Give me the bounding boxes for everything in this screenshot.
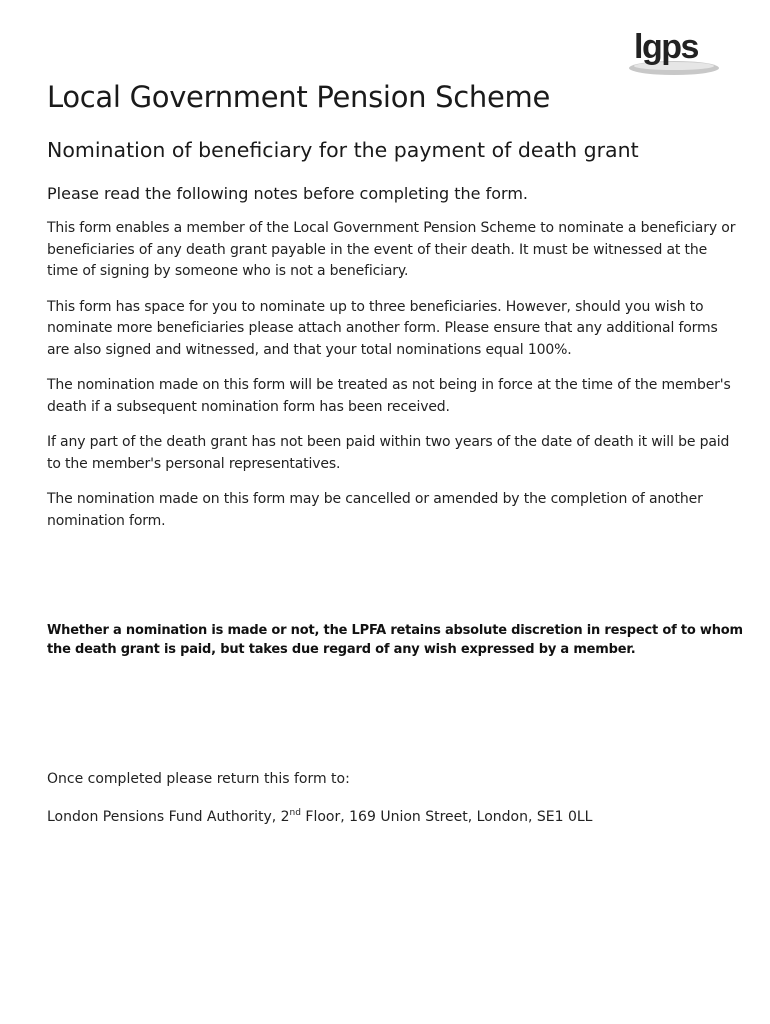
address-part-1: London Pensions Fund Authority, 2 (47, 809, 290, 825)
page-title: Local Government Pension Scheme (47, 80, 551, 114)
address-ordinal-suffix: nd (289, 808, 301, 818)
note-paragraph: This form has space for you to nominate up to three beneficiaries. However, should you wish to nominate more beneficiaries please attach another form. Please ensure that any additional forms are also signed and witnessed, and that your total nominations equal 100%. (47, 298, 718, 358)
lgps-logo (626, 28, 722, 78)
notes-section (47, 218, 737, 546)
return-address (47, 808, 592, 825)
address-part-2: Floor, 169 Union Street, London, SE1 0LL (300, 809, 593, 825)
note-paragraph: The nomination made on this form may be cancelled or amended by the completion of another nomination form. (47, 491, 703, 529)
discretion-statement: Whether a nomination is made or not, the LPFA retains absolute discretion in respect of to whom the death grant is paid, but takes due regard of any wish expressed by a member. (47, 623, 743, 657)
note-paragraph: If any part of the death grant has not been paid within two years of the date of death it will be paid to the member's personal representatives. (47, 434, 730, 472)
form-subtitle: Nomination of beneficiary for the payment of death grant (47, 138, 639, 162)
note-paragraph: This form enables a member of the Local Government Pension Scheme to nominate a beneficiary or beneficiaries of any death grant payable in the event of their death. It must be witnessed at the time of signing by someone who is not a beneficiary. (47, 220, 736, 279)
return-instructions: Once completed please return this form to: (47, 771, 350, 787)
note-paragraph: The nomination made on this form will be treated as not being in force at the time of the member's death if a subsequent nomination form has been received. (47, 377, 731, 415)
logo-text: lgps (634, 28, 698, 66)
notes-intro: Please read the following notes before completing the form. (47, 184, 528, 203)
